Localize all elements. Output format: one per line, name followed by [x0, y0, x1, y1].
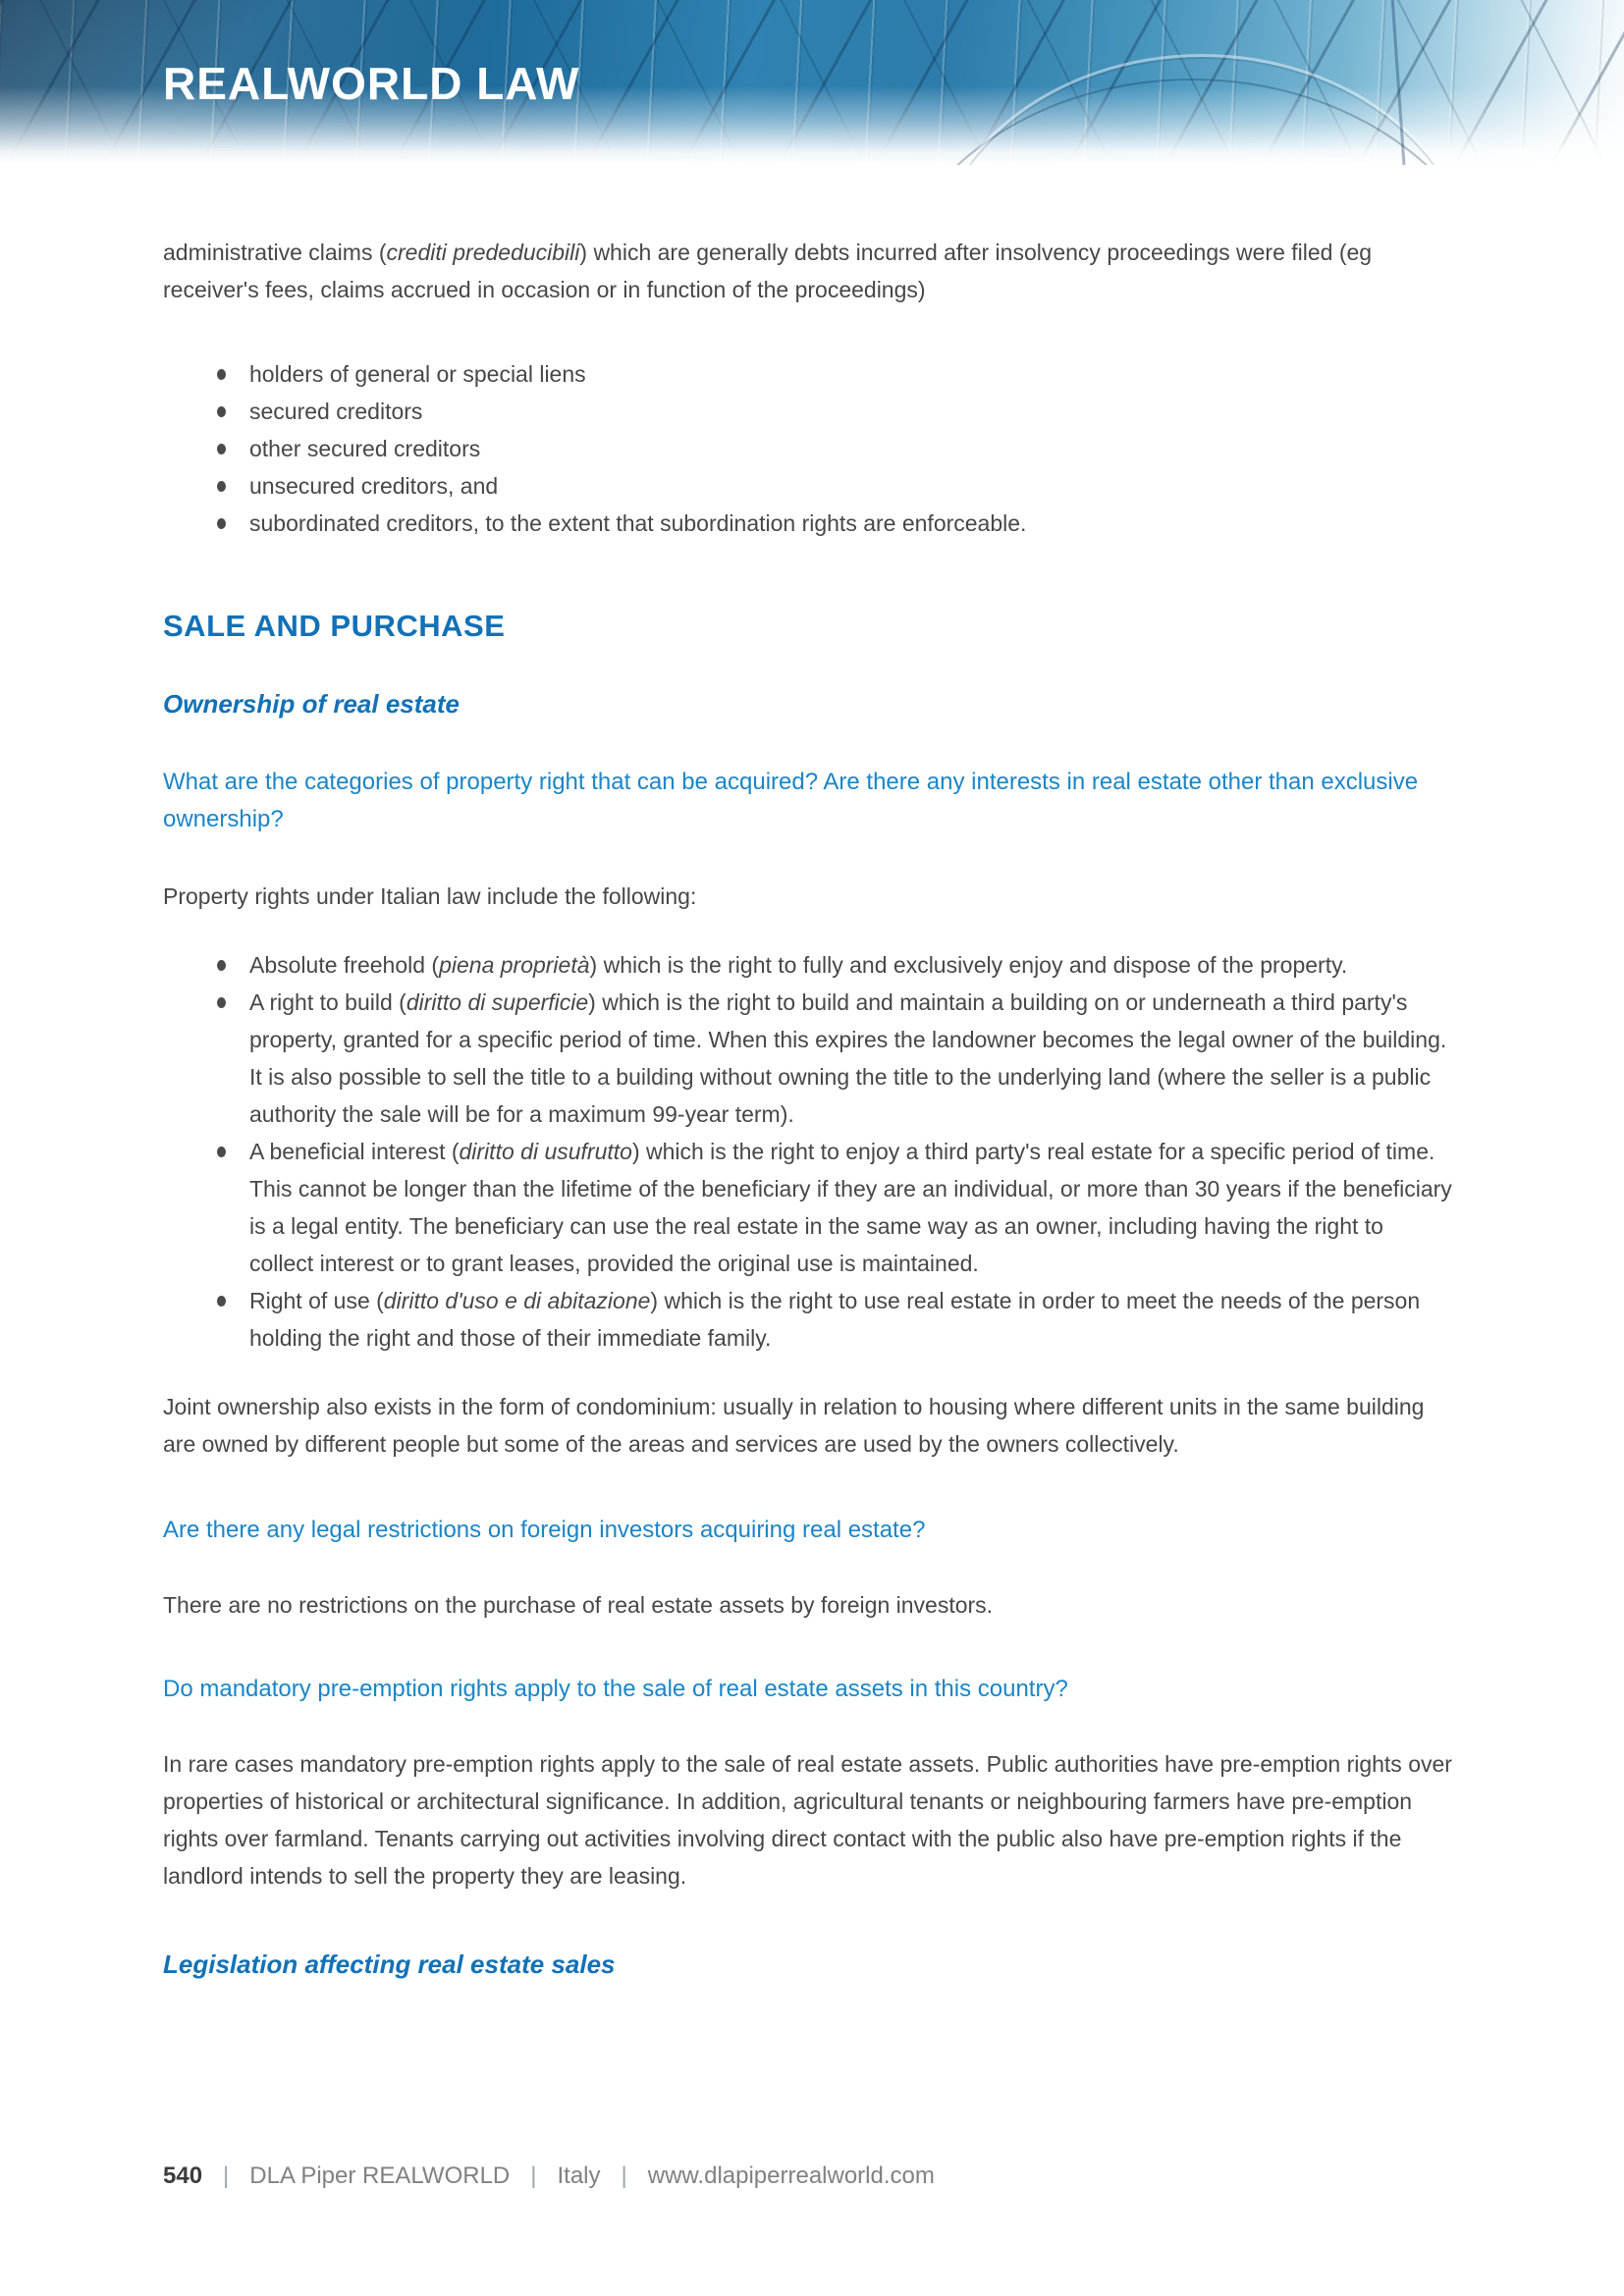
bullet-icon — [217, 997, 226, 1008]
list-item-text: Right of use (diritto d'uso e di abitazione) which is the right to use real estate in order to meet the needs of the person holding the right and those of their immediate family. — [249, 1288, 1421, 1351]
list-item-text: holders of general or special liens — [249, 361, 586, 387]
list-item-text: unsecured creditors, and — [249, 473, 499, 499]
header-banner-image — [0, 0, 1624, 165]
list-item-text: subordinated creditors, to the extent that subordination rights are enforceable. — [249, 510, 1027, 536]
footer-url: www.dlapiperrealworld.com — [647, 2163, 935, 2189]
bullet-icon — [217, 369, 226, 380]
footer-country: Italy — [557, 2163, 601, 2189]
list-item — [163, 393, 1453, 430]
bullet-icon — [217, 481, 226, 492]
page-footer — [163, 2162, 935, 2191]
footer-separator: | — [621, 2163, 627, 2189]
question-foreign-investors: Are there any legal restrictions on foreign investors acquiring real estate? — [163, 1517, 926, 1543]
bullet-icon — [217, 406, 226, 417]
list-item — [163, 1282, 1453, 1357]
intro-paragraph: administrative claims (crediti prededucibili) which are generally debts incurred after insolvency proceedings were filed (eg receiver's fees, claims accrued in occasion or in function of the proceedings) — [163, 240, 1373, 302]
footer-separator: | — [530, 2163, 537, 2189]
banner-glass-arc — [927, 54, 1477, 165]
property-rights-list — [163, 946, 1453, 1357]
subheading-legislation: Legislation affecting real estate sales — [163, 1949, 616, 1979]
question-preemption: Do mandatory pre-emption rights apply to the sale of real estate assets in this country? — [163, 1676, 1068, 1702]
bullet-icon — [217, 1147, 226, 1157]
subheading-ownership: Ownership of real estate — [163, 689, 460, 719]
list-item-text: Absolute freehold (piena proprietà) which is the right to fully and exclusively enjoy and dispose of the property. — [249, 952, 1348, 978]
list-item — [163, 467, 1453, 505]
list-item-text: A beneficial interest (diritto di usufrutto) which is the right to enjoy a third party's real estate for a specific period of time. This cannot be longer than the lifetime of the beneficiary if they are an individual, or more than 30 years if the beneficiary is a legal entity. The beneficiary can use the real estate in the same way as an owner, including having the right to collect interest or to grant leases, provided the original use is maintained. — [249, 1139, 1452, 1276]
list-item-text: A right to build (diritto di superficie) which is the right to build and maintain a building on or underneath a third party's property, granted for a specific period of time. When this expires the landowner becomes the legal owner of the building. It is also possible to sell the title to a building without owning the title to the underlying land (where the seller is a public authority the sale will be for a maximum 99-year term). — [249, 989, 1447, 1127]
page-title: REALWORLD LAW — [163, 58, 580, 109]
foreign-investors-paragraph: There are no restrictions on the purchase of real estate assets by foreign investors. — [163, 1592, 994, 1618]
list-item — [163, 946, 1453, 984]
list-item — [163, 355, 1453, 393]
document-body — [0, 165, 1624, 1983]
preemption-paragraph: In rare cases mandatory pre-emption rights apply to the sale of real estate assets. Public authorities have pre-emption rights over properties of historical or architectural significance. In addition, agricultural tenants or neighbouring farmers have pre-emption rights over farmland. Tenants carrying out activities involving direct contact with the public also have pre-emption rights if the landlord intends to sell the property they are leasing. — [163, 1751, 1452, 1889]
question-categories: What are the categories of property right that can be acquired? Are there any interests in real estate other than exclusive ownership? — [163, 769, 1419, 832]
footer-brand: DLA Piper REALWORLD — [249, 2163, 511, 2189]
bullet-icon — [217, 518, 226, 529]
bullet-icon — [217, 960, 226, 971]
page-number: 540 — [163, 2163, 203, 2189]
list-item — [163, 505, 1453, 542]
list-item-text: secured creditors — [249, 399, 423, 424]
list-item-text: other secured creditors — [249, 436, 481, 461]
section-heading-sale-and-purchase: SALE AND PURCHASE — [163, 609, 506, 643]
bullet-icon — [217, 444, 226, 454]
list-item — [163, 430, 1453, 467]
rights-intro-paragraph: Property rights under Italian law include the following: — [163, 883, 697, 909]
list-item — [163, 1133, 1453, 1282]
joint-ownership-paragraph: Joint ownership also exists in the form of condominium: usually in relation to housing where different units in the same building are owned by different people but some of the areas and services are used by the owners collectively. — [163, 1394, 1425, 1457]
creditor-list — [163, 355, 1453, 542]
bullet-icon — [217, 1296, 226, 1307]
footer-separator: | — [223, 2163, 230, 2189]
list-item — [163, 984, 1453, 1133]
